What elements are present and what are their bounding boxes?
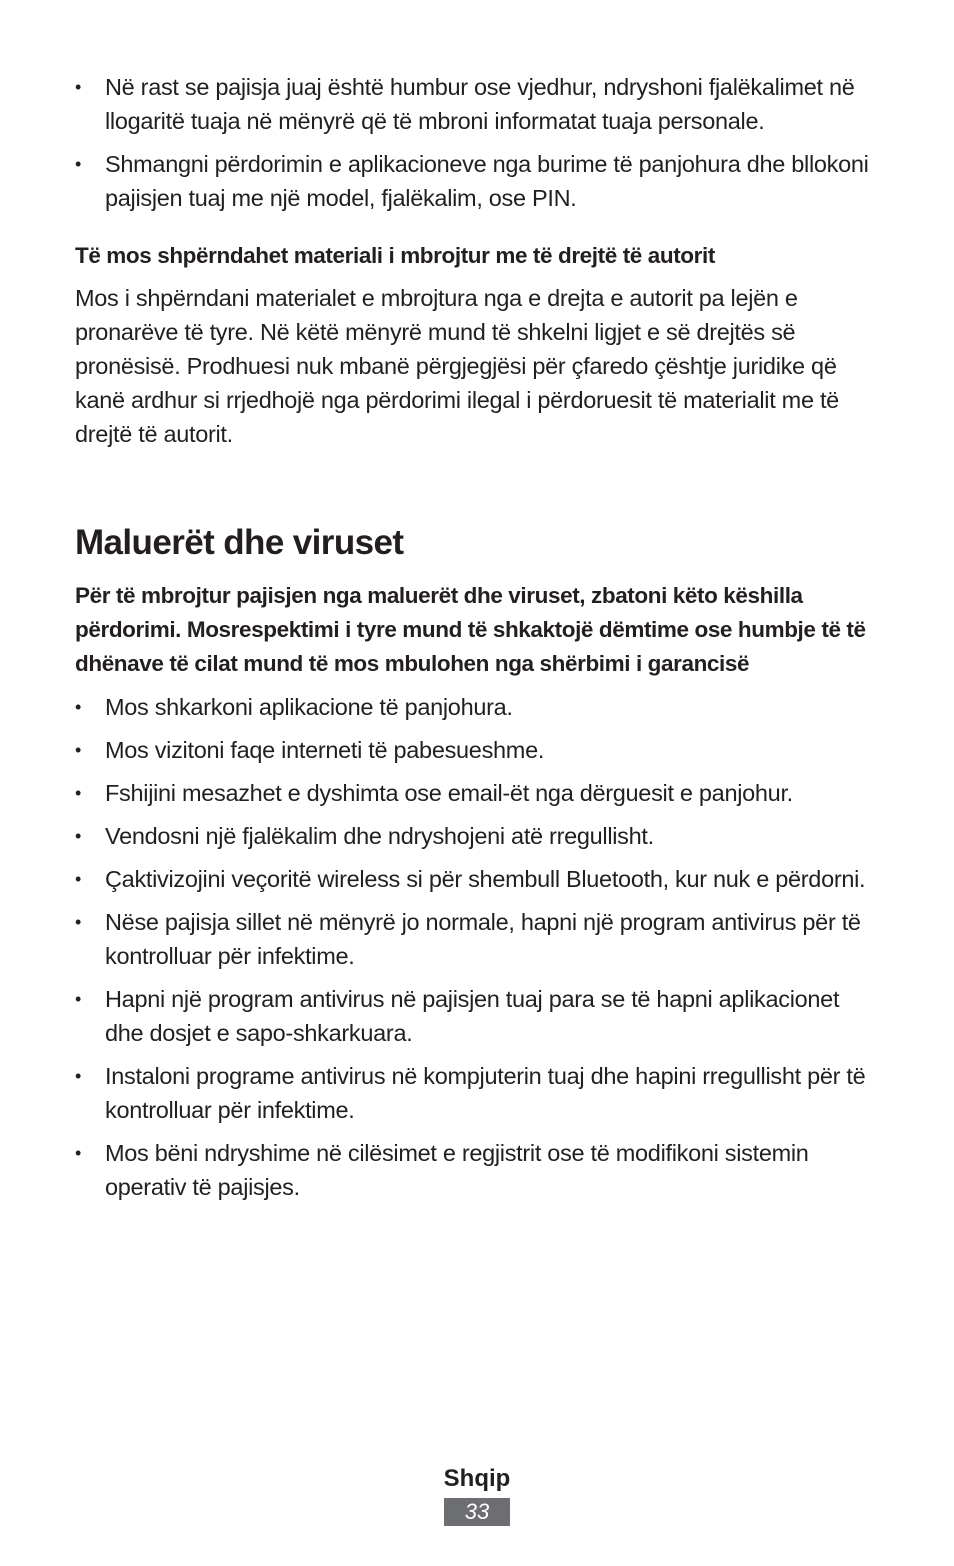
list-item-text: Instaloni programe antivirus në kompjuterin tuaj dhe hapini rregullisht për të kontrolluar për infektime.	[105, 1063, 866, 1123]
bullet-icon: •	[75, 1066, 82, 1086]
list-item	[75, 776, 880, 810]
bullet-icon: •	[75, 154, 82, 174]
malware-bullet-list	[75, 690, 880, 1204]
list-item	[75, 905, 880, 973]
list-item	[75, 982, 880, 1050]
page-content	[75, 70, 880, 1213]
section-title: Maluerët dhe viruset	[75, 523, 404, 562]
list-item-text: Fshijini mesazhet e dyshimta ose email-ët nga dërguesit e panjohur.	[105, 780, 793, 806]
list-item	[75, 147, 880, 215]
bullet-icon: •	[75, 697, 82, 717]
list-item	[75, 690, 880, 724]
copyright-heading: Të mos shpërndahet materiali i mbrojtur me të drejtë të autorit	[75, 243, 715, 268]
list-item-text: Mos shkarkoni aplikacione të panjohura.	[105, 694, 513, 720]
bullet-icon: •	[75, 989, 82, 1009]
list-item-text: Shmangni përdorimin e aplikacioneve nga burime të panjohura dhe bllokoni pajisjen tuaj me një model, fjalëkalim, ose PIN.	[105, 151, 869, 211]
footer-language: Shqip	[443, 1465, 511, 1492]
list-item	[75, 70, 880, 138]
list-item-text: Çaktivizojini veçoritë wireless si për shembull Bluetooth, kur nuk e përdorni.	[105, 866, 866, 892]
list-item	[75, 1059, 880, 1127]
bullet-icon: •	[75, 826, 82, 846]
bullet-icon: •	[75, 77, 82, 97]
bullet-icon: •	[75, 1143, 82, 1163]
list-item	[75, 1136, 880, 1204]
section-intro: Për të mbrojtur pajisjen nga maluerët dhe viruset, zbatoni këto këshilla përdorimi. Mosrespektimi i tyre mund të shkaktojë dëmtime ose humbje të të dhënave të cilat mund të mos mbulohen nga shërbimi i garancisë	[75, 583, 866, 676]
list-item	[75, 862, 880, 896]
page-number: 33	[444, 1498, 510, 1526]
list-item-text: Mos vizitoni faqe interneti të pabesueshme.	[105, 737, 545, 763]
list-item-text: Vendosni një fjalëkalim dhe ndryshojeni atë rregullisht.	[105, 823, 654, 849]
copyright-paragraph: Mos i shpërndani materialet e mbrojtura nga e drejta e autorit pa lejën e pronarëve të tyre. Në këtë mënyrë mund të shkelni ligjet e së drejtës së pronësisë. Prodhuesi nuk mbanë përgjegjësi për çfaredo çështje juridike që kanë ardhur si rrjedhojë nga përdorimi ilegal i përdoruesit të materialit me të drejtë të autorit.	[75, 285, 839, 447]
bullet-icon: •	[75, 869, 82, 889]
list-item-text: Në rast se pajisja juaj është humbur ose vjedhur, ndryshoni fjalëkalimet në llogaritë tuaja në mënyrë që të mbroni informatat tuaja personale.	[105, 74, 855, 134]
list-item	[75, 733, 880, 767]
top-bullet-list	[75, 70, 880, 215]
bullet-icon: •	[75, 912, 82, 932]
list-item	[75, 819, 880, 853]
bullet-icon: •	[75, 783, 82, 803]
list-item-text: Mos bëni ndryshime në cilësimet e regjistrit ose të modifikoni sistemin operativ të pajisjes.	[105, 1140, 809, 1200]
bullet-icon: •	[75, 740, 82, 760]
list-item-text: Hapni një program antivirus në pajisjen tuaj para se të hapni aplikacionet dhe dosjet e sapo-shkarkuara.	[105, 986, 840, 1046]
list-item-text: Nëse pajisja sillet në mënyrë jo normale, hapni një program antivirus për të kontrolluar për infektime.	[105, 909, 861, 969]
page-footer	[0, 1462, 954, 1526]
